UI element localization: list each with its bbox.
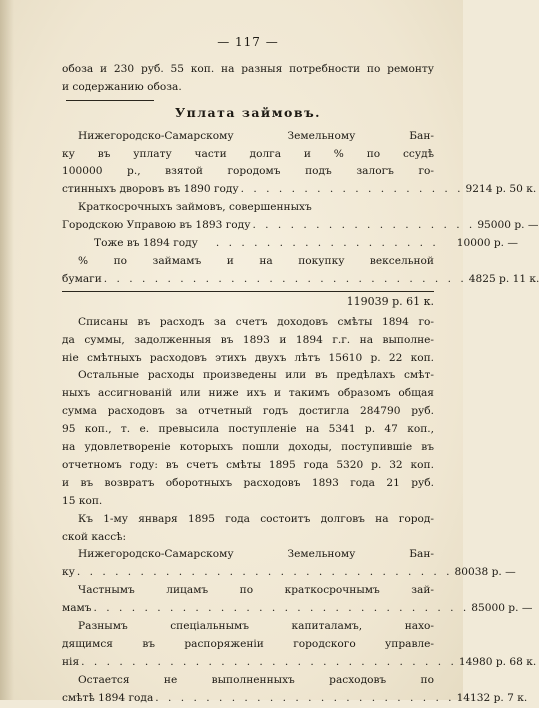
text-line: 100000 р., взятой городомъ подъ залогъ го-: [62, 165, 434, 178]
text-line: и содержанию обоза.: [62, 80, 182, 93]
text-line: Остальные расходы произведены или въ предѣлахъ смѣт-: [78, 369, 434, 382]
dot-leader: . . . . . . . . . . . . . . . . . .: [240, 183, 464, 196]
dot-leader: . . . . . . . . . . . . . . . . . . . . . . . . . . . . . .: [76, 566, 453, 579]
text-line: обоза и 230 руб. 55 коп. на разныя потребности по ремонту: [62, 62, 434, 75]
dot-leader: . . . . . . . . . . . . . . . . . . . . . . . . . . . . .: [103, 272, 467, 285]
ledger-entry: [62, 181, 537, 199]
entry-amount: 9214 р. 50 к.: [465, 183, 537, 196]
text-line: 15 коп.: [62, 494, 103, 507]
section-heading: Уплата займовъ.: [174, 104, 322, 120]
ledger-entry: [62, 600, 533, 618]
dot-leader: . . . . . . . . . . . . . . . . . . . . . . . . . . . . . .: [93, 602, 470, 615]
dot-leader: . . . . . . . . . . . . . . . . . .: [215, 237, 439, 250]
ledger-entry: [62, 217, 539, 235]
text-line: ку въ уплату части долга и % по ссудѣ: [62, 147, 434, 160]
text-line: на удовлетвореніе которыхъ пошли доходы, поступившіе въ: [62, 441, 434, 454]
text-line: Нижегородско-Самарскому Земельному Бан-: [78, 129, 434, 142]
text-line: Краткосрочныхъ займовъ, совершенныхъ: [78, 201, 312, 214]
ledger-entry: [62, 235, 518, 253]
entry-label: Городскою Управою въ 1893 году: [62, 219, 251, 232]
text-line: Списаны въ расходъ за счетъ доходовъ смѣты 1894 го-: [78, 315, 434, 328]
text-line: отчетномъ году: въ счетъ смѣты 1895 года 5320 р. 32 коп.: [62, 458, 434, 471]
ledger-entry: [62, 654, 537, 672]
dot-leader: . . . . . . . . . . . . . . . . . . . . . . . . . . . . . .: [81, 655, 457, 668]
binding-shadow: [0, 0, 14, 700]
entry-amount: 80038 р. —: [454, 566, 516, 579]
text-line: Разнымъ спеціальнымъ капиталамъ, нахо-: [78, 620, 434, 633]
text-line: Къ 1-му января 1895 года состоитъ долговъ на город-: [78, 512, 434, 525]
ledger-entry: [62, 564, 516, 582]
ledger-entry: [62, 271, 539, 289]
text-line: да суммы, задолженныя въ 1893 и 1894 г.г. на выполне-: [62, 333, 434, 346]
text-line: Остается не выполненныхъ расходовъ по: [78, 673, 434, 686]
entry-label: Тоже въ 1894 году: [94, 237, 198, 250]
text-line: % по займамъ и на покупку вексельной: [78, 254, 434, 267]
section-divider: [66, 100, 154, 101]
page-number: — 117 —: [217, 35, 279, 49]
entry-amount: 95000 р. —: [477, 219, 539, 232]
entry-label: стинныхъ дворовъ въ 1890 году: [62, 183, 239, 196]
text-line: Частнымъ лицамъ по краткосрочнымъ зай-: [78, 584, 434, 597]
entry-label: ку: [62, 566, 75, 579]
text-line: ныхъ ассигнованій или ниже ихъ и такимъ образомъ общая: [62, 387, 434, 400]
text-line: 95 коп., т. е. превысила поступленіе на 5341 р. 47 коп.,: [62, 423, 434, 436]
dot-leader: . . . . . . . . . . . . . . . . . .: [252, 219, 476, 232]
text-line: ніе смѣтныхъ расходовъ этихъ двухъ лѣтъ 15610 р. 22 коп.: [62, 351, 434, 364]
entry-amount: 85000 р. —: [471, 602, 533, 615]
ledger-entry: [62, 690, 528, 708]
dot-leader: . . . . . . . . . . . . . . . . . . . . . . . .: [155, 691, 455, 704]
text-line: ской кассѣ:: [62, 530, 127, 543]
entry-label: бумаги: [62, 272, 102, 285]
total-amount: 119039 р. 61 к.: [346, 294, 434, 308]
entry-label: нія: [62, 655, 80, 668]
entry-amount: 10000 р. —: [456, 237, 518, 250]
entry-amount: 14132 р. 7 к.: [456, 691, 528, 704]
entry-amount: 14980 р. 68 к.: [458, 655, 537, 668]
page-content: [62, 34, 539, 708]
sum-rule: [62, 291, 434, 292]
entry-label: смѣтѣ 1894 года: [62, 691, 154, 704]
text-line: сумма расходовъ за отчетный годъ достигла 284790 руб.: [62, 405, 434, 418]
text-line: дящимся въ распоряженіи городского управле-: [62, 638, 434, 650]
text-line: и въ возвратъ оборотныхъ расходовъ 1893 года 21 руб.: [62, 476, 434, 489]
text-line: Нижегородско-Самарскому Земельному Бан-: [78, 548, 434, 561]
entry-label: мамъ: [62, 602, 92, 615]
entry-amount: 4825 р. 11 к.: [468, 272, 539, 285]
